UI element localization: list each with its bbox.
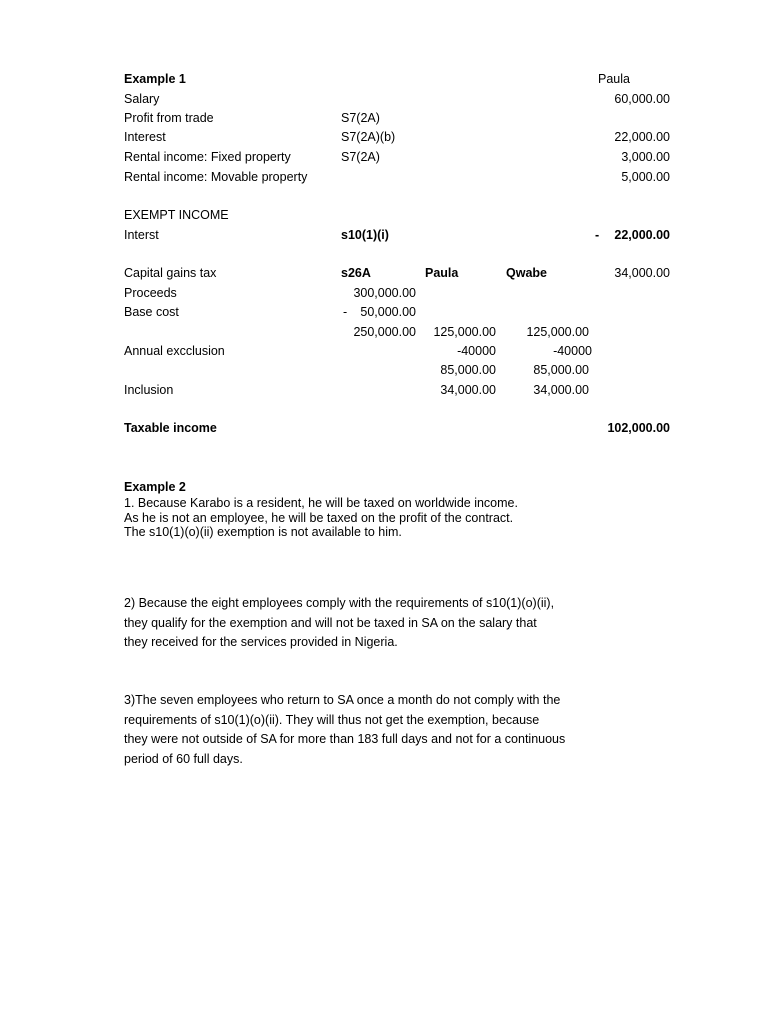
row-label-rental-fixed: Rental income: Fixed property (124, 150, 291, 164)
paula-share-amount: 125,000.00 (433, 325, 496, 339)
row-label-profit-from-trade: Profit from trade (124, 111, 214, 125)
cgt-amount: 34,000.00 (614, 266, 670, 280)
paragraph-line: they were not outside of SA for more than 183 full days and not for a continuous (124, 732, 566, 746)
row-label-interest: Interest (124, 130, 166, 144)
qwabe-exclusion-amount: -40000 (553, 344, 592, 358)
row-amount-rental-movable: 5,000.00 (621, 170, 670, 184)
paragraph-line: 3)The seven employees who return to SA once a month do not comply with the (124, 693, 561, 707)
row-label-salary: Salary (124, 92, 160, 106)
annual-exclusion-label: Annual excclusion (124, 344, 225, 358)
paragraph-line: The s10(1)(o)(ii) exemption is not available to him. (124, 525, 402, 539)
paragraph-line: As he is not an employee, he will be taxed on the profit of the contract. (124, 510, 514, 525)
base-cost-sign: - (343, 305, 348, 319)
paragraph-line: they received for the services provided in Nigeria. (124, 635, 398, 649)
net-gain-amount: 250,000.00 (353, 325, 416, 339)
exempt-label: Interst (124, 228, 159, 242)
proceeds-amount: 300,000.00 (353, 286, 416, 300)
paragraph-line: 2) Because the eight employees comply with the requirements of s10(1)(o)(ii), (124, 596, 555, 610)
example2-heading: Example 2 (124, 480, 186, 494)
exempt-amount: 22,000.00 (614, 228, 670, 242)
taxable-income-amount: 102,000.00 (607, 421, 670, 435)
row-amount-rental-fixed: 3,000.00 (621, 150, 670, 164)
paula-after-exclusion: 85,000.00 (440, 363, 496, 377)
base-cost-label: Base cost (124, 305, 179, 319)
example2-paragraph-1 (124, 496, 594, 540)
exempt-ref: s10(1)(i) (341, 228, 389, 242)
paula-inclusion-amount: 34,000.00 (440, 383, 496, 397)
base-cost-amount: 50,000.00 (360, 305, 416, 319)
qwabe-after-exclusion: 85,000.00 (533, 363, 589, 377)
qwabe-inclusion-amount: 34,000.00 (533, 383, 589, 397)
example1-heading: Example 1 (124, 72, 186, 86)
row-label-rental-movable: Rental income: Movable property (124, 170, 308, 184)
paula-exclusion-amount: -40000 (457, 344, 496, 358)
cgt-column-qwabe: Qwabe (506, 266, 547, 280)
cgt-ref: s26A (341, 266, 371, 280)
exempt-sign: - (595, 228, 600, 242)
proceeds-label: Proceeds (124, 286, 177, 300)
example2-paragraph-3 (124, 691, 594, 769)
row-ref-profit-from-trade: S7(2A) (341, 111, 380, 125)
row-ref-rental-fixed: S7(2A) (341, 150, 380, 164)
cgt-label: Capital gains tax (124, 266, 217, 280)
example2-paragraph-2 (124, 594, 594, 653)
inclusion-label: Inclusion (124, 383, 174, 397)
paragraph-line: they qualify for the exemption and will not be taxed in SA on the salary that (124, 615, 537, 630)
qwabe-share-amount: 125,000.00 (526, 325, 589, 339)
cgt-column-paula: Paula (425, 266, 459, 280)
exempt-income-heading: EXEMPT INCOME (124, 208, 229, 222)
row-amount-salary: 60,000.00 (614, 92, 670, 106)
paragraph-line: 1. Because Karabo is a resident, he will be taxed on worldwide income. (124, 496, 518, 510)
paragraph-line: period of 60 full days. (124, 751, 243, 766)
taxable-income-label: Taxable income (124, 421, 217, 435)
column-header-paula: Paula (598, 72, 630, 86)
paragraph-line: requirements of s10(1)(o)(ii). They will thus not get the exemption, because (124, 712, 540, 727)
row-amount-interest: 22,000.00 (614, 130, 670, 144)
row-ref-interest: S7(2A)(b) (341, 130, 396, 144)
